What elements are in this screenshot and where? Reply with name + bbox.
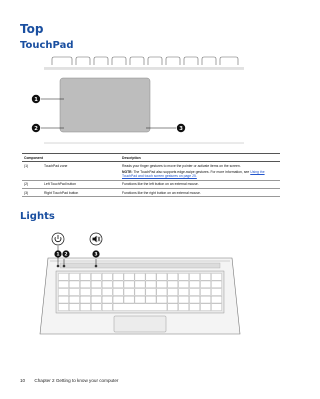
caps-lock-light-indicator bbox=[63, 265, 66, 268]
row-description bbox=[120, 162, 280, 181]
keyboard-key bbox=[168, 289, 178, 296]
keyboard-key bbox=[124, 289, 134, 296]
keyboard-key bbox=[102, 289, 112, 296]
keyboard-key bbox=[146, 289, 156, 296]
keyboard-key bbox=[211, 296, 221, 303]
keyboard-key bbox=[91, 289, 101, 296]
svg-text:2: 2 bbox=[34, 125, 38, 132]
keyboard-key bbox=[91, 273, 101, 280]
row-description: Functions like the left button on an external mouse. bbox=[120, 180, 280, 188]
keyboard-key bbox=[190, 304, 200, 311]
keyboard-key bbox=[157, 296, 167, 303]
keyboard-key bbox=[69, 273, 79, 280]
lights-callout-2 bbox=[62, 250, 69, 257]
lights-callout-1 bbox=[54, 250, 61, 257]
page-number: 10 bbox=[20, 378, 26, 383]
column-header-description: Description bbox=[120, 154, 280, 162]
keyboard-key bbox=[91, 281, 101, 288]
touchpad-surface bbox=[60, 78, 150, 132]
keyboard-key bbox=[179, 289, 189, 296]
keyboard-key bbox=[146, 281, 156, 288]
note-label: NOTE: bbox=[122, 169, 133, 174]
keyboard-key bbox=[58, 296, 68, 303]
row-description: Functions like the right button on an external mouse. bbox=[120, 189, 280, 197]
column-header-component: Component bbox=[22, 154, 120, 162]
keyboard-key bbox=[102, 273, 112, 280]
keyboard-key bbox=[102, 281, 112, 288]
svg-text:1: 1 bbox=[56, 252, 60, 258]
keyboard-key bbox=[211, 289, 221, 296]
keyboard-key bbox=[124, 273, 134, 280]
keyboard-key bbox=[124, 296, 134, 303]
row-component: Right TouchPad button bbox=[42, 189, 120, 197]
keyboard-key bbox=[168, 304, 178, 311]
keyboard-key bbox=[211, 304, 221, 311]
keyboard-key bbox=[113, 281, 123, 288]
keyboard-key bbox=[201, 304, 211, 311]
svg-text:2: 2 bbox=[64, 252, 68, 258]
keyboard-key bbox=[102, 304, 112, 311]
table-row bbox=[22, 180, 280, 188]
keyboard-keys bbox=[58, 273, 221, 310]
keyboard-key bbox=[80, 296, 90, 303]
keyboard-key bbox=[80, 304, 90, 311]
keyboard-key bbox=[146, 273, 156, 280]
keyboard-key bbox=[168, 273, 178, 280]
keyboard-key bbox=[80, 273, 90, 280]
keyboard-key bbox=[179, 296, 189, 303]
keyboard-key bbox=[157, 289, 167, 296]
keyboard-key bbox=[179, 273, 189, 280]
keyboard-key bbox=[201, 289, 211, 296]
keyboard-key bbox=[201, 296, 211, 303]
keyboard-key bbox=[179, 304, 189, 311]
keyboard-key bbox=[58, 273, 68, 280]
keyboard-key bbox=[157, 281, 167, 288]
touchpad-gestures-link[interactable]: Using the TouchPad and touch screen gestures on page 25. bbox=[122, 169, 265, 179]
keyboard-key bbox=[58, 304, 68, 311]
lights-callout-3 bbox=[92, 250, 99, 257]
keyboard-key bbox=[168, 296, 178, 303]
row-number: (2) bbox=[22, 180, 42, 188]
touchpad-illustration bbox=[0, 55, 300, 150]
keyboard-key bbox=[146, 296, 156, 303]
keyboard-key bbox=[135, 281, 145, 288]
keyboard-key bbox=[168, 281, 178, 288]
note-text: The TouchPad also supports edge-swipe gestures. For more information, see bbox=[133, 169, 250, 174]
keyboard-key bbox=[211, 273, 221, 280]
callout-3 bbox=[177, 124, 185, 132]
keyboard-key bbox=[69, 296, 79, 303]
table-header-row bbox=[22, 154, 280, 162]
keyboard-key bbox=[113, 273, 123, 280]
touchpad-small bbox=[114, 316, 166, 332]
keyboard-key bbox=[91, 296, 101, 303]
row-number: (1) bbox=[22, 162, 42, 181]
keyboard-key bbox=[58, 281, 68, 288]
page-title: Top bbox=[20, 22, 44, 36]
description-text: Reads your finger gestures to move the pointer or activate items on the screen. bbox=[122, 163, 241, 168]
row-component: TouchPad zone bbox=[42, 162, 120, 181]
callout-2 bbox=[32, 124, 40, 132]
power-light-indicator bbox=[57, 265, 60, 268]
chapter-title: Chapter 2 Getting to know your computer bbox=[34, 378, 119, 383]
power-icon bbox=[52, 233, 64, 245]
mute-speaker-icon bbox=[90, 233, 102, 245]
keyboard-key bbox=[69, 289, 79, 296]
lights-illustration bbox=[0, 230, 300, 340]
keyboard-key bbox=[91, 304, 101, 311]
keyboard-keys-row bbox=[52, 57, 238, 65]
keyboard-key bbox=[113, 289, 123, 296]
keyboard-key bbox=[135, 296, 145, 303]
mute-light-indicator bbox=[95, 265, 98, 268]
keyboard-key bbox=[113, 296, 123, 303]
section-heading-lights: Lights bbox=[20, 211, 55, 222]
keyboard-key bbox=[124, 281, 134, 288]
callout-1 bbox=[32, 95, 40, 103]
row-component: Left TouchPad button bbox=[42, 180, 120, 188]
keyboard-key bbox=[179, 281, 189, 288]
svg-text:1: 1 bbox=[34, 96, 38, 103]
keyboard-key bbox=[135, 273, 145, 280]
keyboard-key bbox=[80, 289, 90, 296]
keyboard-key bbox=[135, 289, 145, 296]
keyboard-key bbox=[190, 289, 200, 296]
touchpad-component-table bbox=[22, 153, 280, 197]
section-heading-touchpad: TouchPad bbox=[20, 40, 74, 51]
keyboard-key bbox=[157, 273, 167, 280]
keyboard-key bbox=[190, 281, 200, 288]
svg-text:3: 3 bbox=[94, 252, 98, 258]
page-footer bbox=[20, 378, 126, 383]
keyboard-key bbox=[201, 281, 211, 288]
speaker-grille bbox=[60, 263, 220, 268]
keyboard-key bbox=[102, 296, 112, 303]
keyboard-key bbox=[201, 273, 211, 280]
svg-text:3: 3 bbox=[179, 125, 183, 132]
keyboard-key bbox=[211, 281, 221, 288]
spacebar-key bbox=[113, 304, 167, 311]
keyboard-key bbox=[58, 289, 68, 296]
row-number: (3) bbox=[22, 189, 42, 197]
keyboard-key bbox=[80, 281, 90, 288]
keyboard-key bbox=[190, 296, 200, 303]
keyboard-key bbox=[69, 304, 79, 311]
keyboard-key bbox=[69, 281, 79, 288]
table-row bbox=[22, 189, 280, 197]
keyboard-key bbox=[190, 273, 200, 280]
table-row bbox=[22, 162, 280, 181]
note bbox=[122, 170, 278, 178]
